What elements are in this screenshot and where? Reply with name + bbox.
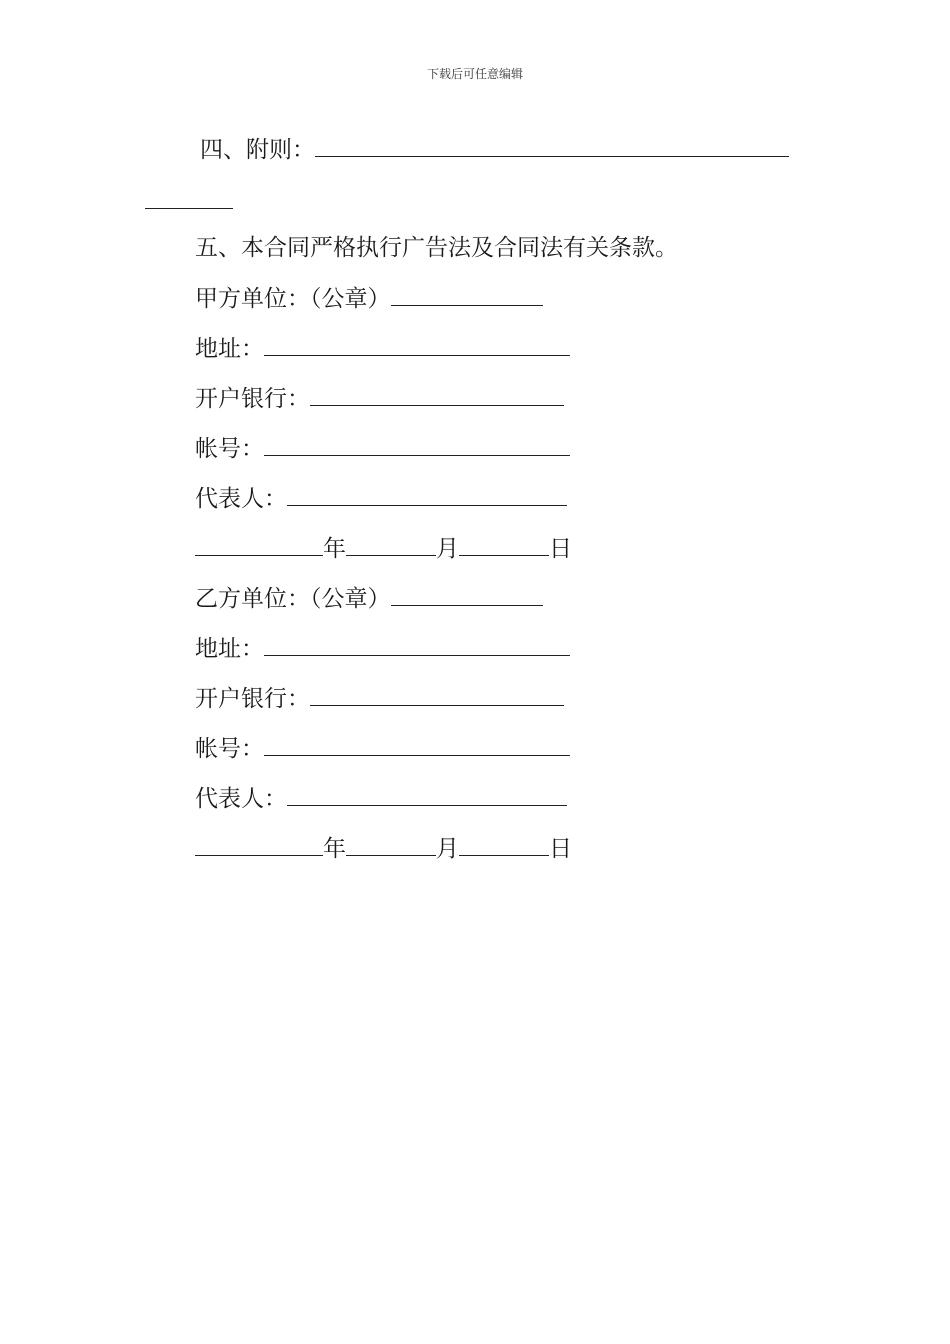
party-b-month-label: 月 [436, 836, 459, 862]
appendix-label: 四、附则： [200, 137, 315, 163]
party-b-year-blank[interactable] [195, 833, 323, 856]
page-header: 下载后可任意编辑 [426, 67, 523, 81]
party-a-day-blank[interactable] [459, 533, 549, 556]
party-b-unit-label: 乙方单位：（公章） [195, 586, 391, 612]
party-b-rep-blank[interactable] [287, 783, 567, 806]
party-a-account-blank[interactable] [264, 433, 570, 456]
party-b-month-blank[interactable] [346, 833, 436, 856]
party-a-bank-label: 开户银行： [195, 386, 310, 412]
party-a-bank-line [195, 383, 564, 414]
party-b-rep-label: 代表人： [195, 786, 287, 812]
party-b-day-label: 日 [549, 836, 572, 862]
party-a-bank-blank[interactable] [310, 383, 564, 406]
appendix-blank[interactable] [315, 134, 789, 157]
party-b-unit-blank[interactable] [391, 583, 543, 606]
party-b-address-blank[interactable] [264, 633, 570, 656]
party-a-address-line [195, 333, 570, 364]
party-a-rep-blank[interactable] [287, 483, 567, 506]
party-b-address-label: 地址： [195, 636, 264, 662]
party-b-rep-line [195, 783, 567, 814]
party-b-day-blank[interactable] [459, 833, 549, 856]
party-a-address-blank[interactable] [264, 333, 570, 356]
party-a-rep-label: 代表人： [195, 486, 287, 512]
party-a-address-label: 地址： [195, 336, 264, 362]
party-a-month-blank[interactable] [346, 533, 436, 556]
party-a-unit-blank[interactable] [391, 283, 543, 306]
party-a-year-label: 年 [323, 536, 346, 562]
party-b-address-line [195, 633, 570, 664]
party-b-bank-blank[interactable] [310, 683, 564, 706]
party-a-account-line [195, 433, 570, 464]
clause-5: 五、本合同严格执行广告法及合同法有关条款。 [195, 235, 678, 261]
party-b-bank-label: 开户银行： [195, 686, 310, 712]
party-a-unit-line [195, 283, 543, 314]
party-b-unit-line [195, 583, 543, 614]
party-a-rep-line [195, 483, 567, 514]
party-b-account-blank[interactable] [264, 733, 570, 756]
party-a-year-blank[interactable] [195, 533, 323, 556]
party-b-date-line [195, 833, 572, 864]
appendix-blank-continued[interactable] [145, 208, 233, 209]
party-a-unit-label: 甲方单位：（公章） [195, 286, 391, 312]
party-a-account-label: 帐号： [195, 436, 264, 462]
party-a-date-line [195, 533, 572, 564]
party-a-month-label: 月 [436, 536, 459, 562]
party-a-day-label: 日 [549, 536, 572, 562]
appendix-line [200, 134, 789, 165]
party-b-account-label: 帐号： [195, 736, 264, 762]
party-b-year-label: 年 [323, 836, 346, 862]
party-b-bank-line [195, 683, 564, 714]
party-b-account-line [195, 733, 570, 764]
